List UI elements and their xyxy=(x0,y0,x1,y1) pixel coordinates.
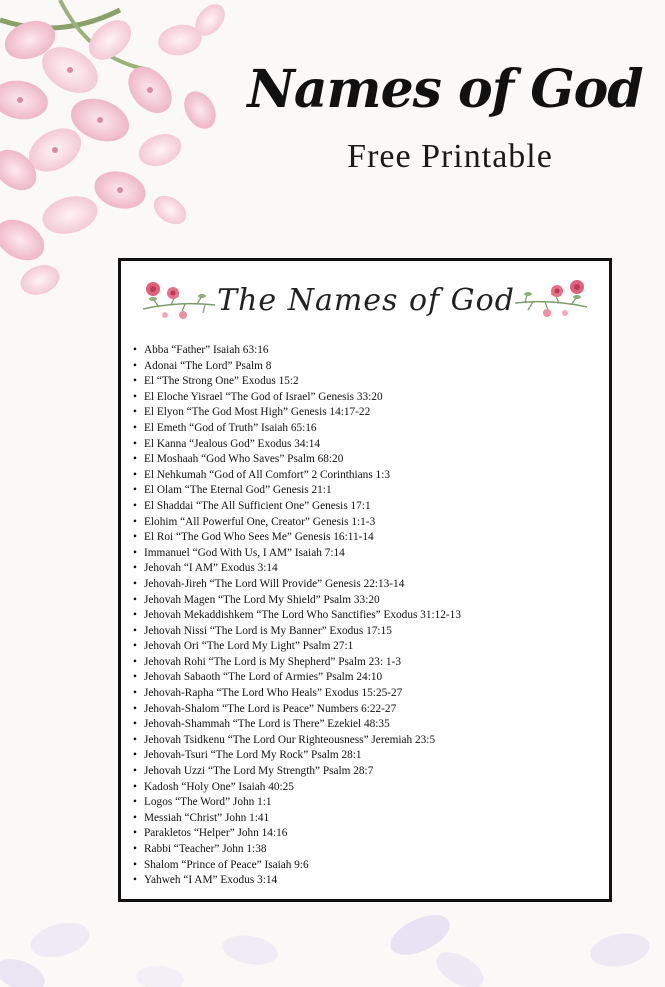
bullet-icon: • xyxy=(133,453,137,466)
list-item-text: El Shaddai “The All Sufficient One” Genesis 17:1 xyxy=(144,499,371,512)
list-item-text: Jehovah Nissi “The Lord is My Banner” Exodus 17:15 xyxy=(144,624,392,637)
list-item xyxy=(133,826,461,842)
list-item-text: Abba “Father” Isaiah 63:16 xyxy=(144,344,269,356)
list-item xyxy=(133,421,461,437)
lilac-petals-bottom xyxy=(0,907,652,987)
list-item xyxy=(133,717,461,733)
list-item xyxy=(133,530,461,546)
list-item xyxy=(133,858,461,874)
lilac-cluster-top-left xyxy=(0,0,231,300)
bullet-icon: • xyxy=(133,484,137,497)
bullet-icon: • xyxy=(133,827,137,840)
page-headline: Names of God xyxy=(247,59,643,120)
page-subheadline: Free Printable xyxy=(347,138,553,175)
bullet-icon: • xyxy=(133,733,137,746)
list-item-text: Yahweh “I AM” Exodus 3:14 xyxy=(144,874,278,887)
list-item-text: Shalom “Prince of Peace” Isaiah 9:6 xyxy=(144,858,309,871)
list-item xyxy=(133,390,461,406)
list-item-text: Rabbi “Teacher” John 1:38 xyxy=(144,843,267,855)
bullet-icon: • xyxy=(133,562,137,575)
list-item-text: Jehovah Uzzi “The Lord My Strength” Psalm 28:7 xyxy=(144,765,374,778)
list-item-text: Jehovah Rohi “The Lord is My Shepherd” Psalm 23: 1-3 xyxy=(144,655,401,668)
list-item-text: Jehovah Ori “The Lord My Light” Psalm 27:1 xyxy=(144,640,354,653)
list-item-text: Kadosh “Holy One” Isaiah 40:25 xyxy=(144,780,294,793)
list-item-text: Adonai “The Lord” Psalm 8 xyxy=(144,359,272,372)
list-item-text: El Roi “The God Who Sees Me” Genesis 16:11-14 xyxy=(144,531,374,544)
bullet-icon: • xyxy=(133,624,137,637)
card-header xyxy=(121,275,609,335)
list-item-text: Jehovah Sabaoth “The Lord of Armies” Psalm 24:10 xyxy=(144,671,383,684)
bullet-icon: • xyxy=(133,359,137,372)
floral-sprig-right-icon xyxy=(511,277,591,321)
list-item xyxy=(133,764,461,780)
bullet-icon: • xyxy=(133,749,137,762)
list-item xyxy=(133,748,461,764)
bullet-icon: • xyxy=(133,344,137,356)
list-item xyxy=(133,624,461,640)
list-item-text: El Olam “The Eternal God” Genesis 21:1 xyxy=(144,484,332,497)
list-item xyxy=(133,811,461,827)
bullet-icon: • xyxy=(133,499,137,512)
list-item-text: El Elyon “The God Most High” Genesis 14:17-22 xyxy=(144,406,371,419)
list-item xyxy=(133,577,461,593)
names-list xyxy=(133,343,461,889)
list-item-text: Jehovah “I AM” Exodus 3:14 xyxy=(144,562,278,575)
list-item-text: Jehovah Mekaddishkem “The Lord Who Sanctifies” Exodus 31:12-13 xyxy=(144,609,461,622)
list-item xyxy=(133,452,461,468)
list-item xyxy=(133,639,461,655)
bullet-icon: • xyxy=(133,718,137,731)
bullet-icon: • xyxy=(133,546,137,559)
list-item xyxy=(133,795,461,811)
list-item-text: El “The Strong One” Exodus 15:2 xyxy=(144,375,299,388)
list-item xyxy=(133,343,461,359)
bullet-icon: • xyxy=(133,406,137,419)
list-item xyxy=(133,686,461,702)
bullet-icon: • xyxy=(133,468,137,481)
bullet-icon: • xyxy=(133,811,137,824)
list-item xyxy=(133,468,461,484)
list-item-text: Messiah “Christ” John 1:41 xyxy=(144,811,270,824)
list-item-text: Elohim “All Powerful One, Creator” Genesis 1:1-3 xyxy=(144,515,376,528)
bullet-icon: • xyxy=(133,593,137,606)
bullet-icon: • xyxy=(133,780,137,793)
bullet-icon: • xyxy=(133,796,137,809)
list-item xyxy=(133,359,461,375)
list-item-text: El Emeth “God of Truth” Isaiah 65:16 xyxy=(144,421,317,434)
bullet-icon: • xyxy=(133,421,137,434)
bullet-icon: • xyxy=(133,375,137,388)
list-item xyxy=(133,374,461,390)
list-item xyxy=(133,561,461,577)
list-item-text: Logos “The Word” John 1:1 xyxy=(144,796,272,809)
bullet-icon: • xyxy=(133,687,137,700)
list-item-text: El Eloche Yisrael “The God of Israel” Genesis 33:20 xyxy=(144,390,383,403)
list-item-text: Jehovah-Rapha “The Lord Who Heals” Exodus 15:25-27 xyxy=(144,687,403,700)
list-item xyxy=(133,655,461,671)
list-item-text: Parakletos “Helper” John 14:16 xyxy=(144,827,288,840)
list-item xyxy=(133,546,461,562)
bullet-icon: • xyxy=(133,515,137,528)
printable-card xyxy=(118,258,612,902)
bullet-icon: • xyxy=(133,702,137,715)
bullet-icon: • xyxy=(133,671,137,684)
bullet-icon: • xyxy=(133,655,137,668)
bullet-icon: • xyxy=(133,437,137,450)
list-item xyxy=(133,593,461,609)
list-item xyxy=(133,483,461,499)
list-item xyxy=(133,437,461,453)
bullet-icon: • xyxy=(133,390,137,403)
bullet-icon: • xyxy=(133,874,137,887)
bullet-icon: • xyxy=(133,577,137,590)
list-item-text: Jehovah-Shammah “The Lord is There” Ezekiel 48:35 xyxy=(144,718,390,731)
list-item xyxy=(133,499,461,515)
list-item-text: Jehovah-Shalom “The Lord is Peace” Numbers 6:22-27 xyxy=(144,702,397,715)
list-item xyxy=(133,670,461,686)
card-title: The Names of God xyxy=(217,283,515,318)
list-item-text: Jehovah-Tsuri “The Lord My Rock” Psalm 28:1 xyxy=(144,749,362,762)
list-item-text: Jehovah-Jireh “The Lord Will Provide” Genesis 22:13-14 xyxy=(144,577,405,590)
list-item xyxy=(133,405,461,421)
list-item xyxy=(133,873,461,889)
list-item xyxy=(133,702,461,718)
bullet-icon: • xyxy=(133,609,137,622)
list-item xyxy=(133,842,461,858)
list-item-text: Jehovah Tsidkenu “The Lord Our Righteousness” Jeremiah 23:5 xyxy=(144,733,436,746)
list-item-text: El Moshaah “God Who Saves” Psalm 68:20 xyxy=(144,453,344,466)
list-item xyxy=(133,608,461,624)
bullet-icon: • xyxy=(133,858,137,871)
bullet-icon: • xyxy=(133,531,137,544)
bullet-icon: • xyxy=(133,765,137,778)
floral-sprig-left-icon xyxy=(139,279,219,323)
bullet-icon: • xyxy=(133,640,137,653)
list-item-text: Immanuel “God With Us, I AM” Isaiah 7:14 xyxy=(144,546,345,559)
list-item xyxy=(133,780,461,796)
list-item xyxy=(133,515,461,531)
list-item-text: Jehovah Magen “The Lord My Shield” Psalm 33:20 xyxy=(144,593,380,606)
list-item xyxy=(133,733,461,749)
bullet-icon: • xyxy=(133,843,137,855)
list-item-text: El Nehkumah “God of All Comfort” 2 Corinthians 1:3 xyxy=(144,468,390,481)
list-item-text: El Kanna “Jealous God” Exodus 34:14 xyxy=(144,437,321,450)
